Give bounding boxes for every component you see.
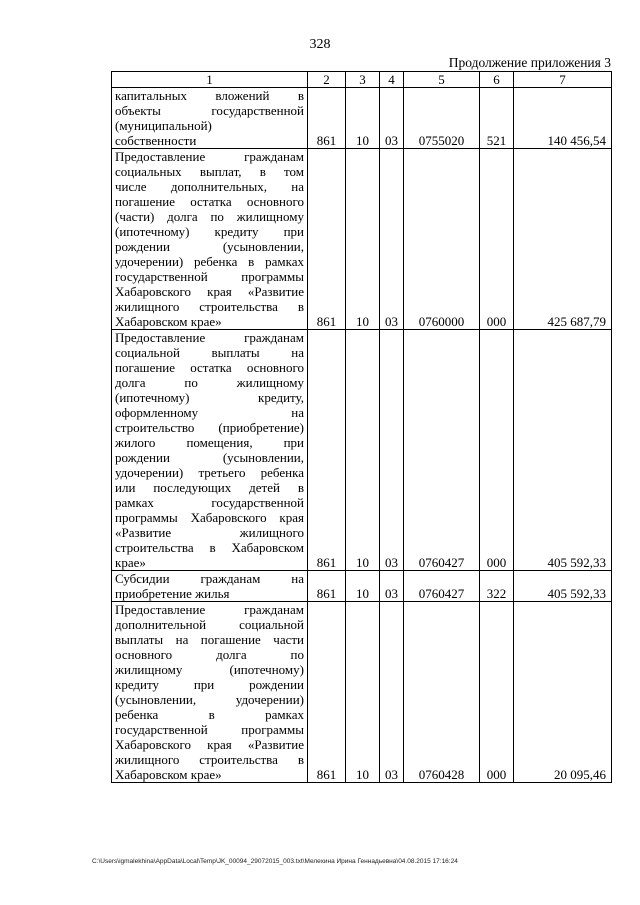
row-name-line: приобретение жилья — [115, 586, 230, 601]
budget-table — [111, 71, 612, 783]
expense-type-code-cell: 000 — [480, 149, 514, 330]
row-name-line: рождении (усыновлении, — [115, 239, 304, 254]
row-name-line: социальной выплаты на — [115, 345, 304, 360]
row-name-line: капитальных вложений в — [115, 88, 304, 103]
row-name-line: выплаты на погашение части — [115, 632, 304, 647]
row-name — [112, 330, 308, 571]
table-row — [112, 571, 612, 602]
admin-code-cell: 861 — [308, 330, 346, 571]
row-name-line: Предоставление гражданам — [115, 149, 304, 164]
row-name-line: крае» — [115, 555, 146, 570]
subsection-code-cell: 03 — [380, 330, 404, 571]
section-code-cell: 10 — [346, 88, 380, 149]
amount-cell: 405 592,33 — [514, 330, 612, 571]
row-name-line: (муниципальной) — [115, 118, 212, 133]
admin-code-cell: 861 — [308, 149, 346, 330]
row-name-line: удочерении) ребенка в рамках — [115, 254, 304, 269]
page-number: 328 — [309, 37, 331, 52]
row-name — [112, 88, 308, 149]
expense-type-code-cell: 000 — [480, 330, 514, 571]
row-name-line: (ипотечному) кредиту, — [115, 390, 304, 405]
header-col-4: 4 — [380, 72, 404, 88]
row-name-line: погашение остатка основного — [115, 360, 304, 375]
subsection-code-cell: 03 — [380, 571, 404, 602]
target-code-cell: 0760428 — [404, 602, 480, 783]
row-name-line: (части) долга по жилищному — [115, 209, 304, 224]
row-name-line: Хабаровского края «Развитие — [115, 737, 304, 752]
target-code-cell: 0760427 — [404, 571, 480, 602]
row-name — [112, 571, 308, 602]
amount-cell: 425 687,79 — [514, 149, 612, 330]
row-name-line: оформленному на — [115, 405, 304, 420]
row-name-line: Субсидии гражданам на — [115, 571, 304, 586]
admin-code-cell: 861 — [308, 602, 346, 783]
row-name-line: Предоставление гражданам — [115, 602, 304, 617]
section-code-cell: 10 — [346, 571, 380, 602]
row-name-line: жилищного строительства в — [115, 752, 304, 767]
row-name-line: рамках государственной — [115, 495, 304, 510]
row-name-line: строительства в Хабаровском — [115, 540, 304, 555]
amount-cell: 405 592,33 — [514, 571, 612, 602]
row-name-line: (усыновлении, удочерении) — [115, 692, 304, 707]
row-name-line: собственности — [115, 133, 197, 148]
row-name-line: государственной программы — [115, 722, 304, 737]
row-name-line: государственной программы — [115, 269, 304, 284]
table-row — [112, 602, 612, 783]
row-name-line: основного долга по — [115, 647, 304, 662]
subsection-code-cell: 03 — [380, 88, 404, 149]
target-code-cell: 0755020 — [404, 88, 480, 149]
expense-type-code-cell: 521 — [480, 88, 514, 149]
section-code-cell: 10 — [346, 330, 380, 571]
row-name-line: Хабаровском крае» — [115, 314, 222, 329]
header-col-5: 5 — [404, 72, 480, 88]
table-row — [112, 88, 612, 149]
section-code-cell: 10 — [346, 149, 380, 330]
header-row — [112, 72, 612, 88]
subsection-code-cell: 03 — [380, 602, 404, 783]
target-code-cell: 0760000 — [404, 149, 480, 330]
row-name-line: числе дополнительных, на — [115, 179, 304, 194]
row-name-line: рождении (усыновлении, — [115, 450, 304, 465]
row-name-line: Хабаровском крае» — [115, 767, 222, 782]
row-name-line: социальных выплат, в том — [115, 164, 304, 179]
amount-cell: 140 456,54 — [514, 88, 612, 149]
footer-path: C:\Users\igmalekhina\AppData\Local\Temp\JK_00094_29072015_003.txt\Мелехина Ирина Геннадьевна\04.08.2015 17:16:24 — [92, 858, 458, 865]
row-name-line: удочерении) третьего ребенка — [115, 465, 304, 480]
row-name-line: ребенка в рамках — [115, 707, 304, 722]
row-name-line: «Развитие жилищного — [115, 525, 304, 540]
admin-code-cell: 861 — [308, 571, 346, 602]
row-name — [112, 149, 308, 330]
header-col-2: 2 — [308, 72, 346, 88]
section-code-cell: 10 — [346, 602, 380, 783]
amount-cell: 20 095,46 — [514, 602, 612, 783]
expense-type-code-cell: 322 — [480, 571, 514, 602]
row-name-line: погашение остатка основного — [115, 194, 304, 209]
row-name-line: долга по жилищному — [115, 375, 304, 390]
row-name — [112, 602, 308, 783]
row-name-line: жилого помещения, при — [115, 435, 304, 450]
row-name-line: или последующих детей в — [115, 480, 304, 495]
subsection-code-cell: 03 — [380, 149, 404, 330]
header-col-6: 6 — [480, 72, 514, 88]
row-name-line: строительство (приобретение) — [115, 420, 304, 435]
row-name-line: программы Хабаровского края — [115, 510, 304, 525]
row-name-line: жилищного строительства в — [115, 299, 304, 314]
row-name-line: жилищному (ипотечному) — [115, 662, 304, 677]
header-col-7: 7 — [514, 72, 612, 88]
expense-type-code-cell: 000 — [480, 602, 514, 783]
row-name-line: объекты государственной — [115, 103, 304, 118]
admin-code-cell: 861 — [308, 88, 346, 149]
header-col-3: 3 — [346, 72, 380, 88]
row-name-line: дополнительной социальной — [115, 617, 304, 632]
target-code-cell: 0760427 — [404, 330, 480, 571]
header-col-1: 1 — [112, 72, 308, 88]
row-name-line: Предоставление гражданам — [115, 330, 304, 345]
row-name-line: Хабаровского края «Развитие — [115, 284, 304, 299]
table-row — [112, 149, 612, 330]
continuation-label: Продолжение приложения 3 — [448, 55, 611, 70]
table-row — [112, 330, 612, 571]
row-name-line: кредиту при рождении — [115, 677, 304, 692]
row-name-line: (ипотечному) кредиту при — [115, 224, 304, 239]
